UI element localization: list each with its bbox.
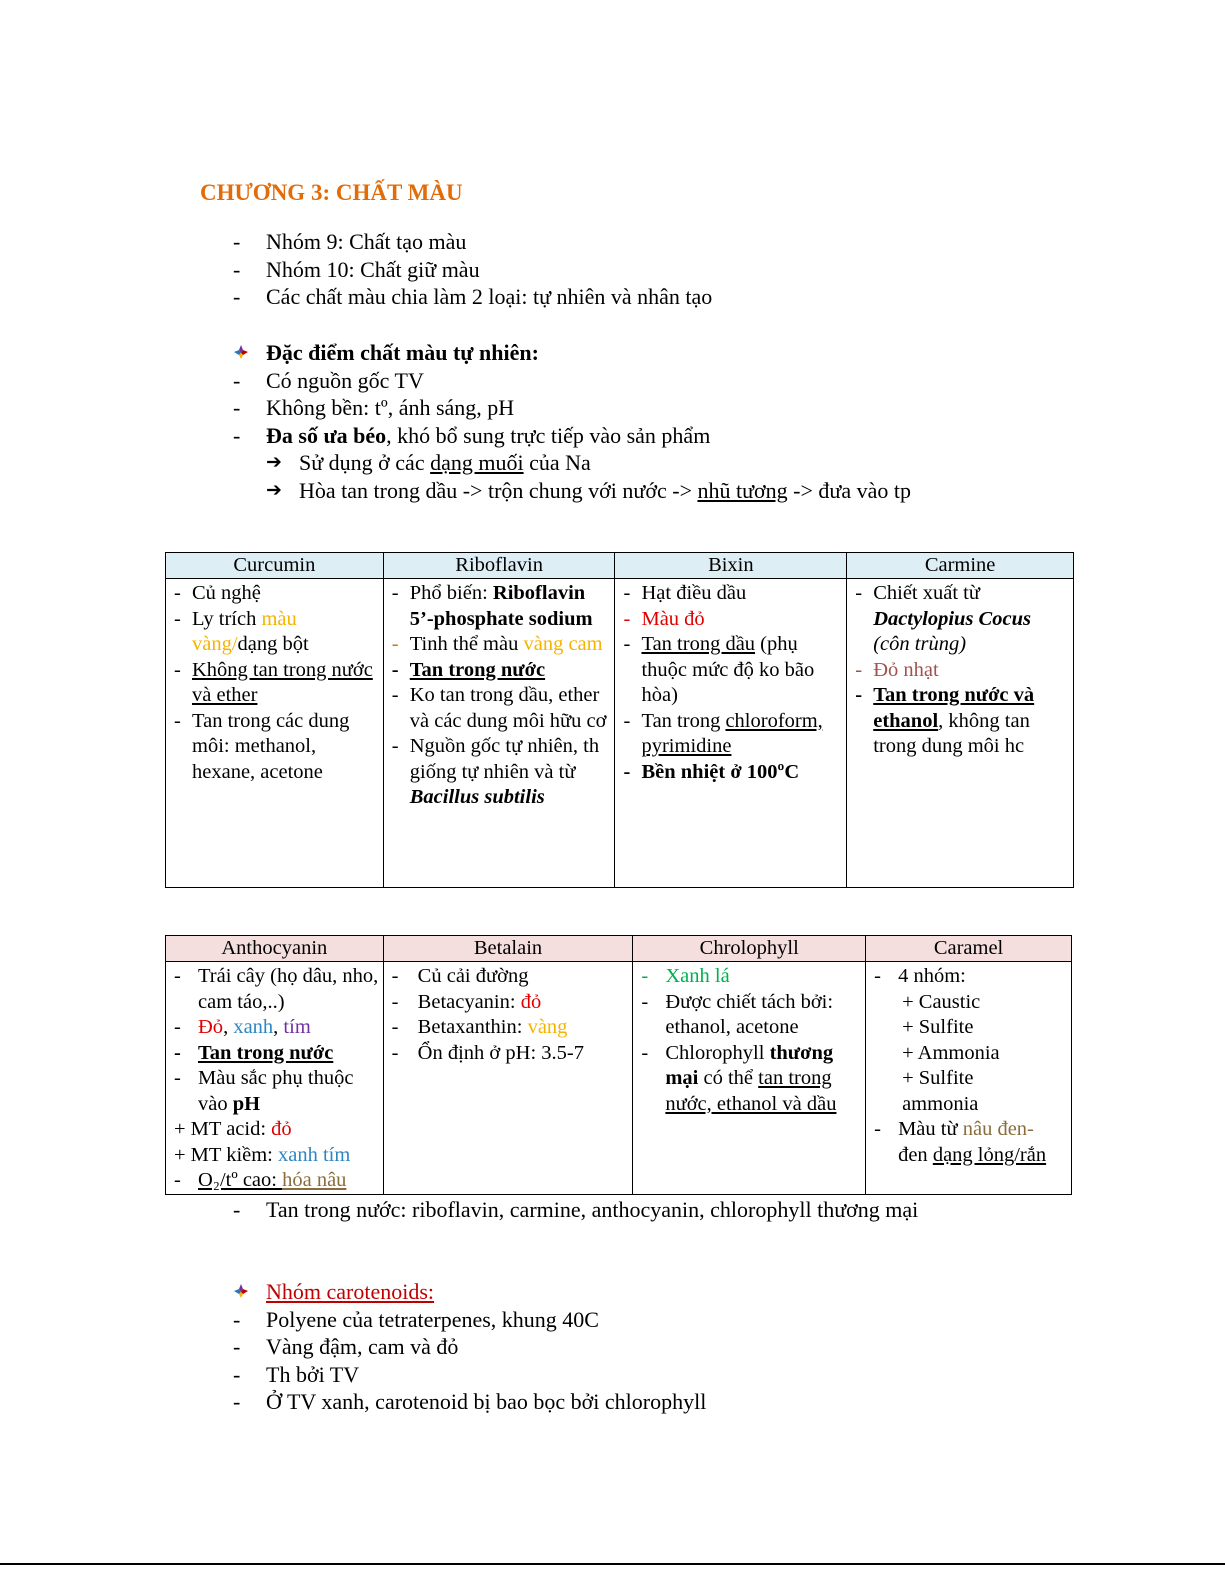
- intro-list: [233, 228, 712, 311]
- cell-carmine: - Chiết xuất từ Dactylopius Cocus (côn trùng) - Đỏ nhạt - Tan trong nước và ethanol, không tan trong dung môi hc: [847, 579, 1074, 888]
- arrow-bullet-icon: [233, 1278, 266, 1306]
- header-riboflavin: Riboflavin: [383, 553, 615, 579]
- list-item: - Các chất màu chia làm 2 loại: tự nhiên và nhân tạo: [233, 284, 713, 309]
- list-item: - Polyene của tetraterpenes, khung 40C: [233, 1306, 599, 1332]
- table-header-row: [166, 936, 1072, 962]
- list-item: - Nhóm 10: Chất giữ màu: [233, 256, 480, 282]
- cell-bixin: - Hạt điều dầu - Màu đỏ - Tan trong dầu (phụ thuộc mức độ ko bão hòa) - Tan trong chloroform, pyrimidine - Bền nhiệt ở 100ºC: [615, 579, 847, 888]
- right-arrow-icon: ➔: [266, 451, 282, 473]
- natural-section: [233, 339, 911, 504]
- section-heading: Nhóm carotenoids:: [233, 1278, 706, 1306]
- table-header-row: [166, 553, 1074, 579]
- list-item: - Có nguồn gốc TV: [233, 367, 424, 393]
- pigment-table-1: [165, 552, 1074, 888]
- right-arrow-icon: ➔: [266, 478, 282, 501]
- cell-riboflavin: - Phổ biến: Riboflavin 5’-phosphate sodium - Tinh thể màu vàng cam - Tan trong nước - Ko tan trong dầu, ether và các dung môi hữu cơ - Nguồn gốc tự nhiên, th giống tự nhiên và từ Bacillus subtilis: [383, 579, 615, 888]
- list-item: - Tan trong nước: riboflavin, carmine, anthocyanin, chlorophyll thương mại: [233, 1197, 919, 1222]
- header-anthocyanin: Anthocyanin: [166, 936, 384, 962]
- cell-betalain: - Củ cải đường - Betacyanin: đỏ - Betaxanthin: vàng - Ổn định ở pH: 3.5-7: [383, 962, 633, 1195]
- list-item: - Ở TV xanh, carotenoid bị bao bọc bởi chlorophyll: [233, 1389, 707, 1414]
- arrow-item: ➔ Sử dụng ở các dạng muối của Na: [266, 450, 591, 475]
- table-row: [166, 962, 1072, 1195]
- carotenoids-section: [233, 1278, 706, 1416]
- list-item: - Đa số ưa béo, khó bổ sung trực tiếp vào sản phẩm: [233, 422, 711, 448]
- pigment-table-2: [165, 935, 1072, 1195]
- header-caramel: Caramel: [866, 936, 1072, 962]
- table-row: [166, 579, 1074, 888]
- arrow-bullet-icon: [233, 339, 266, 367]
- header-chrolophyll: Chrolophyll: [633, 936, 866, 962]
- page-title: CHƯƠNG 3: CHẤT MÀU: [200, 180, 463, 205]
- header-bixin: Bixin: [615, 553, 847, 579]
- cell-caramel: - 4 nhóm: + Caustic + Sulfite + Ammonia + Sulfite ammonia - Màu từ nâu đen- đen dạng lỏng/rắn: [866, 962, 1072, 1195]
- section-heading: Đặc điểm chất màu tự nhiên:: [233, 339, 911, 367]
- page-bottom-rule: [0, 1563, 1225, 1565]
- header-curcumin: Curcumin: [166, 553, 384, 579]
- summary-list: [233, 1196, 918, 1224]
- list-item: - Nhóm 9: Chất tạo màu: [233, 229, 467, 254]
- arrow-item: ➔ Hòa tan trong dầu -> trộn chung với nước -> nhũ tương -> đưa vào tp: [266, 477, 911, 503]
- cell-chrolophyll: - Xanh lá - Được chiết tách bởi: ethanol, acetone - Chlorophyll thương mại có thể tan trong nước, ethanol và dầu: [633, 962, 866, 1195]
- header-betalain: Betalain: [383, 936, 633, 962]
- cell-curcumin: - Củ nghệ - Ly trích màu vàng/dạng bột - Không tan trong nước và ether - Tan trong các dung môi: methanol, hexane, acetone: [166, 579, 384, 888]
- list-item: - Th bởi TV: [233, 1361, 360, 1387]
- cell-anthocyanin: - Trái cây (họ dâu, nho, cam táo,..) - Đỏ, xanh, tím - Tan trong nước - Màu sắc phụ thuộc vào pH + MT acid: đỏ + MT kiềm: xanh tím - O₂/tº cao: hóa nâu: [166, 962, 384, 1195]
- list-item: - Không bền: tº, ánh sáng, pH: [233, 395, 515, 420]
- header-carmine: Carmine: [847, 553, 1074, 579]
- list-item: - Vàng đậm, cam và đỏ: [233, 1334, 459, 1359]
